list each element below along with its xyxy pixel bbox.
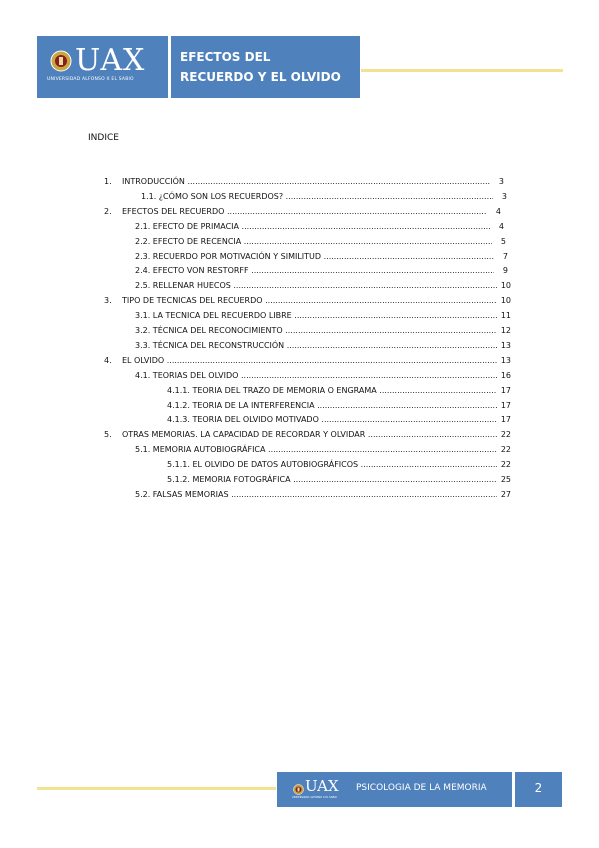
toc-entry[interactable] xyxy=(135,324,511,338)
toc-entry-page: 5 xyxy=(500,236,506,246)
toc-entry[interactable] xyxy=(135,220,504,234)
toc-entry-title: 3.1. LA TECNICA DEL RECUERDO LIBRE ..... xyxy=(135,309,497,323)
toc-entry-page: 4 xyxy=(498,221,504,231)
toc-entry-title: 4.1.1. TEORIA DEL TRAZO DE MEMORIA O ENGRAMA ..... xyxy=(167,384,497,398)
toc-entry-title: 4.1.2. TEORIA DE LA INTERFERENCIA ..... xyxy=(167,399,497,413)
toc-entry[interactable] xyxy=(167,384,511,398)
toc-entry[interactable] xyxy=(167,458,511,472)
toc-entry-title: TIPO DE TECNICAS DEL RECUERDO ..... xyxy=(122,294,497,308)
toc-entry-page: 10 xyxy=(500,296,511,306)
toc-entry[interactable] xyxy=(104,354,511,368)
toc-entry[interactable] xyxy=(141,190,507,204)
document-title-line-1: EFECTOS DEL xyxy=(180,50,271,64)
university-crest-icon xyxy=(50,50,72,72)
toc-entry-title: 1.1. ¿CÓMO SON LOS RECUERDOS? ..... xyxy=(141,190,493,204)
toc-entry[interactable] xyxy=(135,264,508,278)
toc-entry[interactable] xyxy=(104,428,511,442)
toc-entry-title: EL OLVIDO ..... xyxy=(122,354,497,368)
toc-entry-number: 5. xyxy=(104,430,112,440)
footer-title: PSICOLOGIA DE LA MEMORIA xyxy=(356,783,487,793)
toc-entry-page: 13 xyxy=(500,340,511,350)
footer-logo-subtitle: UNIVERSIDAD ALFONSO X EL SABIO xyxy=(292,796,337,799)
toc-entry[interactable] xyxy=(167,473,511,487)
toc-entry-title: 2.4. EFECTO VON RESTORFF ..... xyxy=(135,264,494,278)
toc-entry-title: 4.1.3. TEORIA DEL OLVIDO MOTIVADO ..... xyxy=(167,413,497,427)
toc-entry-title: 5.1. MEMORIA AUTOBIOGRÁFICA ..... xyxy=(135,443,497,457)
header-logo-block xyxy=(37,36,168,98)
toc-entry-page: 25 xyxy=(500,475,511,484)
toc-entry[interactable] xyxy=(135,235,506,249)
toc-entry-page: 16 xyxy=(500,370,511,380)
header-logo-text: UAX xyxy=(75,43,146,78)
toc-entry[interactable] xyxy=(135,339,511,353)
toc-entry-page: 11 xyxy=(500,311,511,321)
toc-entry-page: 27 xyxy=(500,489,511,499)
toc-entry-title: 5.1.1. EL OLVIDO DE DATOS AUTOBIOGRÁFICOS ..... xyxy=(167,458,497,472)
toc-entry-title: 5.2. FALSAS MEMORIAS ..... xyxy=(135,488,497,502)
toc-entry-page: 3 xyxy=(498,177,504,186)
toc-entry-page: 17 xyxy=(500,400,511,410)
toc-entry-page: 10 xyxy=(500,281,511,291)
header-accent-line xyxy=(361,69,563,72)
toc-entry[interactable] xyxy=(135,488,511,502)
toc-entry-title: 2.3. RECUERDO POR MOTIVACIÓN Y SIMILITUD ..... xyxy=(135,250,494,264)
toc-entry-number: 2. xyxy=(104,206,112,216)
toc-entry[interactable] xyxy=(135,443,511,457)
toc-entry-number: 1. xyxy=(104,177,112,186)
toc-entry-title: 2.5. RELLENAR HUECOS ..... xyxy=(135,279,497,293)
university-crest-icon xyxy=(293,784,304,795)
toc-entry[interactable] xyxy=(104,205,501,219)
document-title xyxy=(180,47,341,87)
toc-entry[interactable] xyxy=(104,294,511,308)
toc-entry[interactable] xyxy=(167,413,511,427)
toc-heading: INDICE xyxy=(88,133,119,143)
toc-entry-title: 2.1. EFECTO DE PRIMACIA ..... xyxy=(135,220,490,234)
toc-entry-page: 4 xyxy=(495,206,501,216)
toc-entry-title: 4.1. TEORIAS DEL OLVIDO ..... xyxy=(135,369,497,383)
toc-entry[interactable] xyxy=(135,369,511,383)
toc-entry[interactable] xyxy=(135,250,508,264)
toc-entry[interactable] xyxy=(135,309,511,323)
toc-entry-page: 9 xyxy=(502,266,508,276)
header-logo-subtitle: UNIVERSIDAD ALFONSO X EL SABIO xyxy=(47,77,134,82)
toc-entry-title: OTRAS MEMORIAS. LA CAPACIDAD DE RECORDAR Y OLVIDAR ..... xyxy=(122,428,497,442)
toc-entry-title: INTRODUCCIÓN ..... xyxy=(122,175,490,189)
toc-entry-page: 13 xyxy=(500,355,511,365)
footer-accent-line xyxy=(37,787,276,790)
toc-entry-number: 4. xyxy=(104,355,112,365)
toc-entry-page: 22 xyxy=(500,430,511,440)
page-number: 2 xyxy=(534,781,543,795)
toc-entry-page: 22 xyxy=(500,460,511,470)
toc-entry[interactable] xyxy=(104,175,504,189)
header-title-block xyxy=(171,36,360,98)
toc-entry-title: 5.1.2. MEMORIA FOTOGRÁFICA ..... xyxy=(167,473,497,487)
footer-logo-text: UAX xyxy=(305,777,339,795)
toc-entry-title: 2.2. EFECTO DE RECENCIA ..... xyxy=(135,235,492,249)
page-number-block xyxy=(515,772,562,807)
toc-entry[interactable] xyxy=(167,399,511,413)
toc-entry-number: 3. xyxy=(104,296,112,306)
toc-entry-page: 7 xyxy=(502,251,508,261)
toc-entry-title: EFECTOS DEL RECUERDO ..... xyxy=(122,205,487,219)
footer-block xyxy=(277,772,512,807)
toc-entry-page: 17 xyxy=(500,415,511,425)
toc-entry-title: 3.2. TÉCNICA DEL RECONOCIMIENTO ..... xyxy=(135,324,497,338)
document-title-line-2: RECUERDO Y EL OLVIDO xyxy=(180,70,341,84)
toc-entry-page: 22 xyxy=(500,445,511,455)
toc-entry-title: 3.3. TÉCNICA DEL RECONSTRUCCIÓN ..... xyxy=(135,339,497,353)
toc-entry-page: 17 xyxy=(500,385,511,395)
toc-entry-page: 12 xyxy=(500,326,511,335)
toc-entry-page: 3 xyxy=(501,191,507,201)
toc-entry[interactable] xyxy=(135,279,511,293)
